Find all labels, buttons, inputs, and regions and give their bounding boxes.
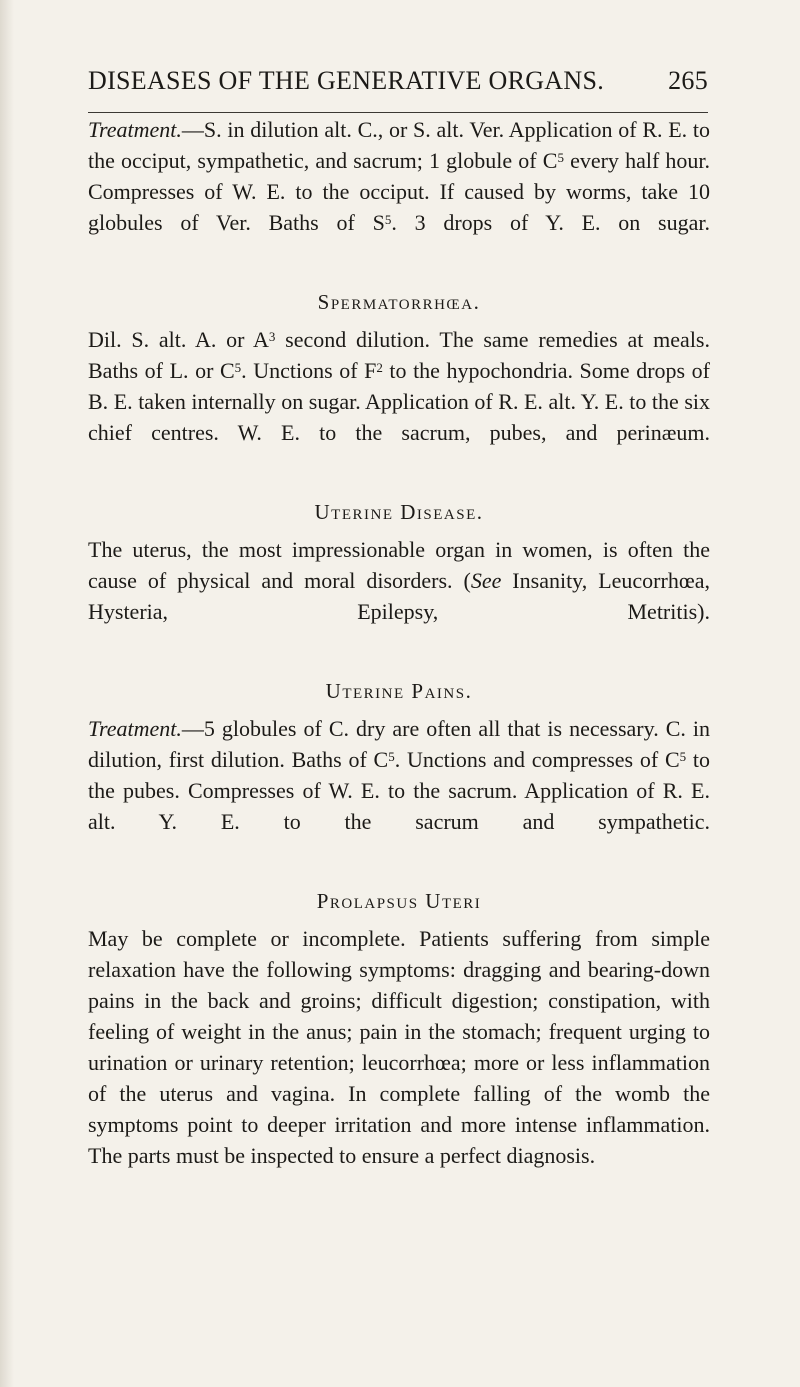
sperm-sup-1: 3 <box>268 329 276 344</box>
uterine-disease-paragraph <box>88 534 710 658</box>
section-heading-text: Uterine Disease. <box>314 500 484 524</box>
sperm-text-4: to the hypochondria. Some drops of B. E. taken internally on sugar. Application of R. E. alt. Y. E. to the six chief centres. W. E. to the sacrum, pubes, and perinæum. <box>88 358 710 445</box>
section-heading-prolapsus-uteri <box>88 886 710 917</box>
spermatorrhoea-paragraph <box>88 324 710 479</box>
page-number: 265 <box>668 66 708 95</box>
uterine-pains-sup-2: 5 <box>679 749 687 764</box>
section-heading-spermatorrhoea <box>88 287 710 318</box>
page-gutter-shadow <box>0 0 14 1387</box>
section-heading-uterine-pains <box>88 676 710 707</box>
treatment-label: Treatment. <box>88 117 182 142</box>
page-body <box>88 114 710 1171</box>
running-head-title: DISEASES OF THE GENERATIVE ORGANS. <box>88 66 605 95</box>
treatment-text-2: of R. E. to the occiput, sympathetic, and sacrum; 1 globule <box>88 117 711 173</box>
uterine-disease-text-1: The uterus, the most impressionable organ in women, is often the cause of physical and moral disorders. ( <box>88 537 710 593</box>
see-reference: See <box>470 568 502 593</box>
section-heading-text: Prolapsus Uteri <box>316 889 482 913</box>
treatment-paragraph <box>88 114 710 269</box>
uterine-pains-label: Treatment. <box>88 716 182 741</box>
uterine-pains-paragraph <box>88 713 710 868</box>
uterine-disease-text-2: Insanity, Leucorrhœa, Hysteria, Epilepsy, Metritis). <box>88 568 710 624</box>
section-heading-text: Uterine Pains. <box>325 679 473 703</box>
uterine-pains-text-2: . Unctions and compresses of C <box>394 747 680 772</box>
sperm-text-3: . Unctions of F <box>241 358 377 383</box>
prolapsus-paragraph <box>88 923 710 1171</box>
treatment-sup-2: 5 <box>384 212 392 227</box>
uterine-pains-text-1: —5 globules of C. dry are often all that is necessary. C. in dilution, first dilution. Baths of C <box>88 716 710 772</box>
treatment-text-4: every half hour. Compresses of W. E. to the <box>88 148 711 204</box>
treatment-text-7: . 3 drops of Y. E. on sugar. <box>391 210 710 235</box>
treatment-text-6: Baths of S <box>268 210 385 235</box>
running-head <box>88 66 708 96</box>
uterine-pains-sup-1: 5 <box>388 749 395 764</box>
treatment-text-1: —S. in dilution alt. C., or S. alt. Ver. Application <box>181 117 613 142</box>
uterine-pains-text-3: to the pubes. Compresses of W. E. to the sacrum. Application of R. E. alt. Y. E. to the sacrum and sympathetic. <box>88 747 711 834</box>
treatment-text-5: occiput. If caused by worms, take 10 globules of Ver. <box>88 179 711 235</box>
sperm-text-1: Dil. S. alt. A. or A <box>88 327 269 352</box>
sperm-text-2: second dilution. The same remedies at meals. Baths of L. or C <box>88 327 710 383</box>
prolapsus-text: May be complete or incomplete. Patients suffering from simple relaxation have the following symptoms: dragging and bearing-down pains in the back and groins; difficult digestion; constipation, with feeling of weight in the anus; pain in the stomach; frequent urging to urination or urinary retention; leucorrhœa; more or less inflammation of the uterus and vagina. In complete falling of the womb the symptoms point to deeper irritation and more intense inflammation. The parts must be inspected to ensure a perfect diagnosis. <box>88 926 710 1168</box>
section-heading-uterine-disease <box>88 497 710 528</box>
section-heading-text: Spermatorrhœa. <box>317 290 481 314</box>
treatment-text-3: of C <box>518 148 558 173</box>
sperm-sup-2: 5 <box>234 360 242 375</box>
sperm-sup-3: 2 <box>376 360 383 375</box>
treatment-sup-1: 5 <box>557 150 564 165</box>
header-rule <box>88 112 708 113</box>
